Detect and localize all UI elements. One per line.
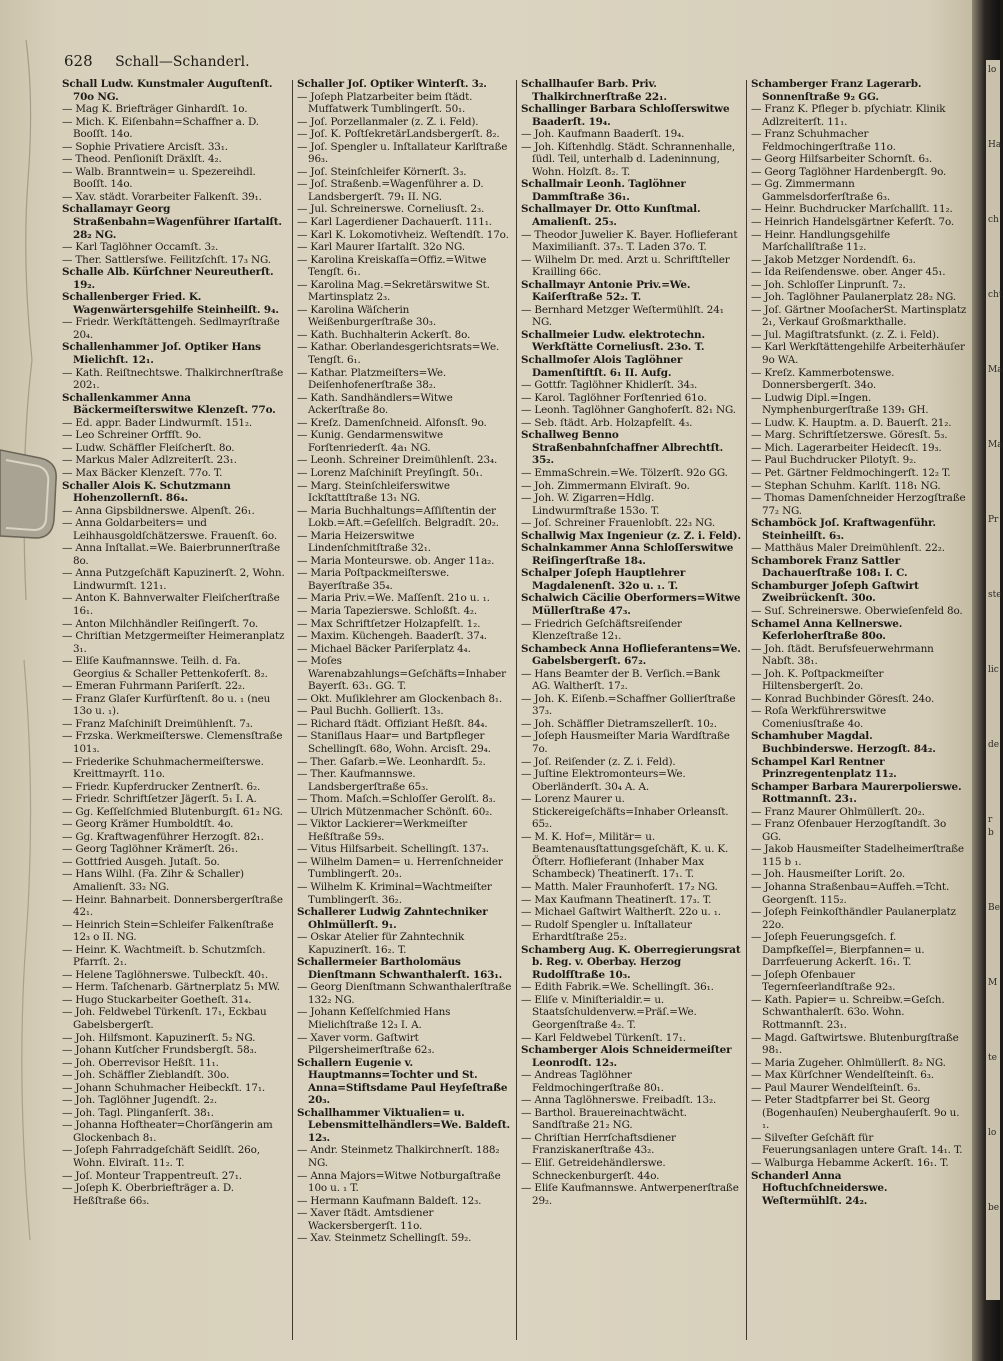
directory-entry: — Gg. Kraftwagenführer Herzogſt. 82₁.	[62, 830, 264, 843]
directory-entry: — Xaver vorm. Gaſtwirt Pilgersheimerſtraße 62₃.	[297, 1031, 435, 1057]
directory-entry: — Joſ. Reiſender (z. Z. i. Feld).	[521, 755, 676, 768]
directory-entry: — Heinr. Handlungsgehilfe Marſchallſtraße 11₂.	[751, 228, 891, 254]
directory-entry: — Karl Feldwebel Türkenſt. 17₁.	[521, 1031, 686, 1044]
directory-entry: Schamberger Alois Schneidermeiſter Leonrodſt. 12₃.	[521, 1044, 732, 1069]
directory-entry: — Gg. Zimmermann Gammelsdorferſtraße 6₃.	[751, 178, 891, 203]
directory-entry: Schall Ludw. Kunstmaler Auguſtenſt. 70o NG.	[62, 78, 273, 103]
edge-fragment: M	[988, 978, 998, 988]
directory-entry: — Vitus Hilfsarbeit. Schellingſt. 137₃.	[297, 843, 489, 856]
directory-entry: — Joh. Kiſtenhdlg. Städt. Schrannenhalle, ſüdl. Teil, unterhalb d. Ladeninnung, Wohn. Holzſt. 8₂. T.	[521, 140, 736, 178]
directory-entry: Schallmayr Antonie Priv.=We. Kaiſerſtraße 52₂. T.	[521, 278, 691, 304]
directory-entry: Schallmayer Dr. Otto Kunſtmal. Amalienſt. 25₃.	[521, 203, 701, 229]
directory-entry: — EmmaSchrein.=We. Tölzerſt. 92o GG.	[521, 466, 728, 479]
edge-fragment: Ha	[988, 140, 1002, 150]
edge-fragment: Pr	[988, 515, 999, 525]
directory-entry: — Staniſlaus Haar= und Bartpfleger Schellingſt. 68o, Wohn. Arcisſt. 29₄.	[297, 730, 491, 755]
directory-entry: — Walb. Branntwein= u. Spezereihdl. Booſſt. 14o.	[62, 165, 256, 191]
directory-entry: — Joſ. K. PoſtſekretärLandsbergerſt. 8₂.	[297, 128, 500, 141]
directory-entry: — Georg Taglöhner Krämerſt. 26₁.	[62, 843, 239, 856]
directory-entry: — Ther. Gaſarb.=We. Leonhardſt. 5₂.	[297, 755, 486, 768]
directory-entry: — Michael Bäcker Pariſerplatz 4₄.	[297, 642, 471, 655]
directory-entry: — Joh. K. Poſtpackmeiſter Hiltensbergerſt. 2o.	[751, 667, 884, 693]
directory-entry: — Matth. Maler Fraunhoferſt. 17₂ NG.	[521, 881, 718, 893]
directory-entry: — Markus Maler Adlzreiterſt. 23₁.	[62, 454, 237, 467]
directory-entry: Schanderl Anna Hoftuchſchneiderswe. Weſtermühlſt. 24₂.	[751, 1169, 888, 1207]
directory-entry: — Barthol. Brauereinachtwächt. Sandſtraße 21₂ NG.	[521, 1106, 687, 1132]
directory-entry: — Kreſz. Kammerbotenswe. Donnersbergerſt. 34o.	[751, 366, 895, 392]
directory-entry: — Friedr. Kupferdrucker Zentnerſt. 6₂.	[62, 780, 261, 793]
directory-entry: — Wilhelm Dr. med. Arzt u. Schriftſteller Krailling 66c.	[521, 253, 730, 279]
directory-entry: — Joſeph Feinkoſthändler Paulanerplatz 22o.	[751, 906, 956, 931]
directory-entry: — Theodor Juwelier K. Bayer. Hoflieferant Maximilianſt. 37₃. T. Laden 37o. T.	[521, 228, 738, 254]
directory-entry: — Karolina Kreiskaſſa=Offiz.=Witwe Tengſt. 6₁.	[297, 253, 487, 279]
directory-entry: Schampel Karl Rentner Prinzregentenplatz 11₂.	[751, 755, 897, 781]
directory-entry: — Joh. Hilfsmont. Kapuzinerſt. 5₂ NG.	[62, 1031, 256, 1044]
column-1	[62, 78, 288, 1348]
directory-entry: — Xav. städt. Vorarbeiter Falkenſt. 39₁.	[62, 190, 262, 203]
next-page-edge	[986, 60, 1003, 1300]
directory-entry: — Georg Krämer Humboldtſt. 4o.	[62, 818, 234, 831]
directory-entry: — Maria Priv.=We. Maſſenſt. 21o u. ₁.	[297, 592, 490, 605]
directory-entry: — Joh. Kaufmann Baaderſt. 19₄.	[521, 128, 685, 141]
directory-entry: — Maria Zugeher. Ohlmüllerſt. 8₂ NG.	[751, 1056, 946, 1069]
directory-entry: — Jul. Magiſtratsfunkt. (z. Z. i. Feld).	[751, 328, 940, 341]
directory-entry: — Michael Gaſtwirt Waltherſt. 22o u. ₁.	[521, 906, 721, 919]
directory-entry: — Anna Inſtallat.=We. Baierbrunnerſtraße 8o.	[62, 542, 281, 567]
directory-entry: Schamper Barbara Maurerpolierswe. Rottmannſt. 23₁.	[751, 780, 962, 806]
directory-entry: — Joſeph K. Oberbriefträger a. D. Heßſtraße 66₃.	[62, 1182, 234, 1207]
column-rule	[516, 80, 517, 1340]
column-rule	[292, 80, 293, 1340]
directory-entry: — Silveſter Geſchäft für Feuerungsanlagen untere Graſt. 14₁. T.	[751, 1131, 963, 1157]
directory-entry: — Franz Maſchiniſt Dreimühlenſt. 7₃.	[62, 717, 253, 730]
directory-entry: — Joſ. Steinſchleifer Körnerſt. 3₃.	[297, 165, 467, 178]
directory-entry: — Heinr. K. Wachtmeiſt. b. Schutzmſch. Pfarrſt. 2₁.	[62, 943, 266, 969]
edge-fragment: Ma	[988, 365, 1003, 375]
binder-clip-icon	[0, 440, 62, 550]
directory-entry: — Karl Taglöhner Occamſt. 3₂.	[62, 241, 219, 254]
edge-fragment: cht	[988, 290, 1003, 300]
edge-fragment: ste	[988, 590, 1002, 600]
directory-entry: — Kreſz. Damenſchneid. Alfonsſt. 9o.	[297, 416, 487, 429]
directory-entry: — Gottfr. Taglöhner Khidlerſt. 34₃.	[521, 379, 698, 392]
directory-entry: Schaller Joſ. Optiker Winterſt. 3₂.	[297, 78, 487, 90]
directory-entry: — Kathar. Platzmeiſters=We. Deiſenhofenerſtraße 38₂.	[297, 366, 447, 392]
directory-entry: — Maria Buchhaltungs=Aſſiſtentin der Lokb.=Aft.=Geſellſch. Belgradſt. 20₂.	[297, 504, 499, 530]
directory-entry: — Bernhard Metzger Weſtermühlſt. 24₁ NG.	[521, 303, 724, 329]
directory-entry: Schallwig Max Ingenieur (z. Z. i. Feld).	[521, 529, 741, 542]
directory-entry: — Friedrich Geſchäftsreiſender Klenzeſtraße 12₁.	[521, 617, 682, 643]
directory-entry: — Georg Taglöhner Hardenbergſt. 9o.	[751, 165, 947, 178]
directory-entry: Schallhauſer Barb. Priv. Thalkirchnerſtraße 22₁.	[521, 78, 667, 103]
page-header	[64, 52, 464, 74]
directory-entry: — Joh. Taglöhner Jugendſt. 2₂.	[62, 1094, 217, 1107]
directory-entry: Schamel Anna Kellnerswe. Keferloherſtraße 80o.	[751, 617, 903, 643]
directory-entry: — Jul. Schreinerswe. Corneliusſt. 2₃.	[297, 203, 485, 216]
directory-entry: — Viktor Lackierer=Werkmeiſter Heßſtraße 59₃.	[297, 818, 468, 843]
directory-entry: — Heinrich Handelsgärtner Keferſt. 7o.	[751, 216, 955, 229]
directory-entry: — Karol. Taglöhner Forſtenried 61o.	[521, 391, 707, 404]
directory-entry: — Wilhelm K. Kriminal=Wachtmeiſter Tumblingerſt. 36₂.	[297, 881, 492, 906]
directory-entry: — Joh. Hausmeiſter Loriſt. 2o.	[751, 868, 906, 881]
directory-entry: — Leonh. Taglöhner Ganghoferſt. 82₁ NG.	[521, 404, 736, 417]
edge-fragment: ch	[988, 215, 999, 225]
edge-fragment: lo	[988, 1128, 997, 1138]
directory-entry: — Chriſtian Herrſchaftsdiener Franziskanerſtraße 43₂.	[521, 1131, 676, 1157]
directory-entry: — Andr. Steinmetz Thalkirchnerſt. 188₂ NG.	[297, 1144, 500, 1170]
directory-entry: — Karl K. Lokomotivheiz. Weſtendſt. 17o.	[297, 228, 509, 241]
directory-entry: — Joſeph Fahrradgeſchäft Seidlſt. 26o, Wohn. Elviraſt. 11₂. T.	[62, 1144, 260, 1170]
directory-entry: — Paul Maurer Wendelſteinſt. 6₃.	[751, 1081, 921, 1094]
directory-entry: — Ther. Sattlersſwe. Feilitzſchſt. 17₃ NG.	[62, 253, 271, 266]
directory-entry: — Paul Buchh. Gollierſt. 13₃.	[297, 705, 444, 718]
directory-entry: — Ida Reiſendenswe. ober. Anger 45₁.	[751, 266, 946, 279]
directory-entry: Schallerer Ludwig Zahntechniker Ohlmüllerſt. 9₁.	[297, 906, 488, 931]
directory-entry: — Anton Milchhändler Reiſingerſt. 7o.	[62, 617, 259, 630]
directory-entry: — Maria Tapezierswe. Schloßſt. 4₂.	[297, 604, 478, 617]
directory-entry: — Xaver ſtädt. Amtsdiener Wackersbergerſt. 11o.	[297, 1207, 434, 1232]
directory-entry: — Friedr. Schriftſetzer Jägerſt. 5₁ I. A.	[62, 793, 257, 806]
directory-entry: — Chriſtian Metzgermeiſter Heimeranplatz 3₁.	[62, 630, 285, 655]
pencil-margin-marks	[6, 40, 46, 1340]
directory-entry: — Joſ. Schreiner Frauenlobſt. 22₃ NG.	[521, 517, 715, 530]
directory-entry: Schalwich Cäcilie Oberformers=Witwe Müllerſtraße 47₃.	[521, 592, 741, 617]
column-3	[521, 78, 741, 1348]
directory-entry: — Ther. Kaufmannswe. Landsbergerſtraße 65₃.	[297, 768, 429, 793]
edge-fragment: be	[988, 1203, 1000, 1213]
directory-entry: — Mag K. Briefträger Ginhardſt. 1o.	[62, 103, 248, 116]
directory-entry: — Kath. Buchhalterin Ackerſt. 8o.	[297, 328, 471, 341]
directory-entry: — Jakob Metzger Nordendſt. 6₃.	[751, 253, 916, 266]
directory-entry: — Rudolf Spengler u. Inſtallateur Erhardtſtraße 25₂.	[521, 918, 692, 944]
directory-entry: — Leo Schreiner Orffſt. 9o.	[62, 429, 202, 442]
directory-entry: Schamhuber Magdal. Buchbinderswe. Herzogſt. 84₂.	[751, 730, 936, 755]
directory-entry: — Joh. Schäffler Zieblandſt. 30o.	[62, 1069, 230, 1082]
directory-entry: — Johann Schuhmacher Heibeckſt. 17₁.	[62, 1081, 266, 1094]
directory-entry: — Lorenz Maurer u. Stickereigeſchäfts=Inhaber Orleansſt. 65₂.	[521, 793, 729, 831]
directory-entry: Schalper Joſeph Hauptlehrer Magdalenenſt. 32o u. ₁. T.	[521, 567, 686, 592]
directory-entry: — Karl Lagerdiener Dachauerſt. 111₁.	[297, 216, 492, 229]
directory-entry: — Franz Ofenbauer Herzogſtandſt. 3o GG.	[751, 818, 947, 843]
directory-entry: — Lorenz Maſchiniſt Preyſingſt. 50₁.	[297, 466, 483, 479]
edge-fragment: Ma	[988, 440, 1003, 450]
directory-entry: — Anna Taglöhnerswe. Freibadſt. 13₂.	[521, 1094, 717, 1107]
directory-entry: — Joſeph Feuerungsgeſch. f. Dampfkeſſel=, Bierpfannen= u. Darrfeuerung Ackerſt. 16₁. T.	[751, 931, 925, 969]
directory-entry: — Eliſ. Getreidehändlerswe. Schneckenburgerſt. 44o.	[521, 1157, 666, 1182]
directory-entry: Schamborek Franz Sattler Dachauerſtraße 108₁ I. C.	[751, 554, 908, 580]
column-rule	[746, 80, 747, 1340]
directory-entry: — Johann Keſſelſchmied Hans Mielichſtraße 12₃ I. A.	[297, 1006, 451, 1032]
directory-entry: — Hans Wilhl. (Fa. Zihr & Schaller) Amalienſt. 33₂ NG.	[62, 868, 244, 893]
directory-entry: — Gg. Keſſelſchmied Blutenburgſt. 61₂ NG.	[62, 805, 283, 818]
edge-fragment: lo	[988, 65, 997, 75]
directory-entry: — Karl Werkſtättengehilfe Arbeiterhäuſer 9o WA.	[751, 341, 965, 367]
directory-entry: — Max Kürſchner Wendelſteinſt. 6₃.	[751, 1069, 934, 1082]
directory-entry: — Paul Buchdrucker Pilotyſt. 9₂.	[751, 454, 917, 467]
directory-entry: — Wilhelm Damen= u. Herrenſchneider Tumblingerſt. 20₃.	[297, 855, 503, 881]
directory-entry: — Oskar Atelier für Zahntechnik Kapuzinerſt. 16₂. T.	[297, 931, 465, 956]
directory-entry: — Karolina Mag.=Sekretärswitwe St. Martinsplatz 2₃.	[297, 278, 490, 304]
directory-entry: — Xav. Steinmetz Schellingſt. 59₂.	[297, 1232, 472, 1245]
directory-entry: — Walburga Hebamme Ackerſt. 16₁. T.	[751, 1157, 949, 1170]
directory-entry: — Max Schriftſetzer Holzapfelſt. 1₂.	[297, 617, 481, 630]
directory-entry: — Franz Schuhmacher Feldmochingerſtraße 11o.	[751, 128, 896, 153]
directory-entry: — Joh. Tagl. Plinganſerſt. 38₁.	[62, 1106, 214, 1119]
directory-entry: — Hermann Kaufmann Baldeſt. 12₃.	[297, 1194, 482, 1207]
directory-entry: Schallhammer Viktualien= u. Lebensmittelhändlers=We. Baldeſt. 12₃.	[297, 1106, 510, 1144]
directory-entry: Schalnkammer Anna Schloſſerswitwe Reiſingerſtraße 18₄.	[521, 542, 734, 567]
directory-entry: Schallermeier Bartholomäus Dienſtmann Schwanthalerſt. 163₁.	[297, 956, 503, 981]
directory-entry: — Johann Kutſcher Frundsbergſt. 58₃.	[62, 1044, 257, 1057]
directory-entry: — Ludw. Schäffler Fleiſcherſt. 8o.	[62, 441, 235, 454]
directory-entry: — Franz Maurer Ohlmüllerſt. 20₂.	[751, 805, 925, 818]
directory-entry: — Joh. Schäffler Dietramszellerſt. 10₂.	[521, 717, 717, 730]
directory-entry: — Gottfried Ausgeh. Jutaſt. 5o.	[62, 855, 220, 868]
directory-entry: — Eliſe Kaufmannswe. Antwerpenerſtraße 29₂.	[521, 1182, 739, 1207]
directory-entry: — Leonh. Schreiner Dreimühlenſt. 23₄.	[297, 454, 498, 467]
directory-entry: — Georg Dienſtmann Schwanthalerſtraße 132₂ NG.	[297, 981, 512, 1006]
directory-entry: Schallern Eugenie v. Hauptmanns=Tochter und St. Anna=Stiftsdame Paul Heyſeſtraße 20₃.	[297, 1056, 508, 1107]
directory-entry: Schamberger Franz Lagerarb. Sonnenſtraße 9₂ GG.	[751, 78, 922, 103]
directory-entry: Schallenberger Fried. K. Wagenwärtersgehilfe Steinheilſt. 9₄.	[62, 291, 279, 316]
directory-entry: — Jakob Hausmeiſter Stadelheimerſtraße 115 b ₁.	[751, 843, 964, 868]
directory-entry: — Joh. ſtädt. Berufsfeuerwehrmann Nabſt. 38₁.	[751, 642, 934, 668]
directory-entry: — Mich. Lagerarbeiter Heidecſt. 19₃.	[751, 441, 942, 454]
directory-entry: — Max Bäcker Klenzeſt. 77o. T.	[62, 466, 223, 479]
directory-entry: — Konrad Buchbinder Göresſt. 24o.	[751, 692, 935, 705]
column-2	[297, 78, 512, 1348]
directory-entry: — Joh. K. Eiſenb.=Schaffner Gollierſtraße 37₃.	[521, 692, 736, 718]
directory-entry: — Helene Taglöhnerswe. Tulbeckſt. 40₁.	[62, 968, 269, 981]
directory-entry: — Maria Monteurswe. ob. Anger 11a₂.	[297, 554, 495, 567]
directory-entry: — Suſ. Schreinerswe. Oberwieſenfeld 8o.	[751, 604, 963, 617]
directory-entry: — Kathar. Oberlandesgerichtsrats=We. Tengſt. 6₁.	[297, 341, 500, 367]
directory-entry: — Joſeph Platzarbeiter beim ſtädt. Muffatwerk Tumblingerſt. 50₁.	[297, 90, 473, 116]
directory-entry: Schallweg Benno Straßenbahnſchaffner Albrechtſt. 35₂.	[521, 429, 724, 467]
directory-entry: — Max Kaufmann Theatinerſt. 17₃. T.	[521, 893, 712, 906]
edge-fragment: te	[988, 1053, 997, 1063]
directory-entry: — Johanna Hoftheater=Chorſängerin am Glockenbach 8₁.	[62, 1119, 273, 1144]
directory-entry: — Joſ. Monteur Trappentreuſt. 27₁.	[62, 1169, 242, 1182]
directory-entry: — Eliſe v. Miniſterialdir.= u. Staatsſchuldenverw.=Präſ.=We. Georgenſtraße 4₂. T.	[521, 993, 697, 1032]
directory-entry: — Joſeph Ofenbauer Tegernſeerlandſtraße 92₃.	[751, 968, 896, 994]
directory-entry: — Georg Hilfsarbeiter Schornſt. 6₃.	[751, 153, 933, 166]
page-number: 628	[64, 52, 93, 70]
directory-entry: — Joh. W. Zigarren=Hdlg. Lindwurmſtraße 153o. T.	[521, 492, 660, 517]
directory-entry: — Roſa Werkführerswitwe Comeniusſtraße 4o.	[751, 705, 886, 730]
directory-entry: — Joh. Taglöhner Paulanerplatz 28₂ NG.	[751, 291, 956, 304]
directory-entry: — Juſtine Elektromonteurs=We. Oberländerſt. 30₄ A. A.	[521, 768, 686, 793]
directory-entry: — Anna Gipsbildnerswe. Alpenſt. 26₁.	[62, 504, 255, 517]
directory-entry: — Anna Majors=Witwe Notburgaſtraße 10o u. ₁ T.	[297, 1169, 501, 1195]
directory-entry: — Ed. appr. Bader Lindwurmſt. 151₂.	[62, 416, 253, 429]
directory-entry: — Maria Poſtpackmeiſterswe. Bayerſtraße 35₄.	[297, 567, 450, 592]
directory-entry: — Kath. Reiſtnechtswe. Thalkirchnerſtraße 202₁.	[62, 366, 284, 392]
directory-entry: — Theod. Penſioniſt Dräxlſt. 4₂.	[62, 153, 222, 166]
directory-entry: — Ulrich Mützenmacher Schönſt. 60₂.	[297, 805, 493, 818]
edge-fragment: de	[988, 740, 1000, 750]
column-4	[751, 78, 967, 1348]
directory-entry: — Kunig. Gendarmenswitwe Forſtenriederſt. 4a₁ NG.	[297, 429, 444, 454]
directory-entry: — Hugo Stuckarbeiter Goetheſt. 31₄.	[62, 993, 252, 1006]
running-head: Schall—Schanderl.	[115, 54, 250, 70]
edge-fragment: lic	[988, 665, 999, 675]
directory-entry: — Anna Goldarbeiters= und Leihhausgoldſchätzerswe. Frauenſt. 6o.	[62, 517, 277, 542]
directory-entry: — Joh. Feldwebel Türkenſt. 17₁, Eckbau Gabelsbergerſt.	[62, 1006, 267, 1032]
directory-entry: — Moſes Warenabzahlungs=Geſchäfts=Inhaber Bayerſt. 63₁. GG. T.	[297, 655, 506, 693]
directory-entry: — Stephan Schuhm. Karlſt. 118₁ NG.	[751, 479, 941, 492]
directory-entry: — Pet. Gärtner Feldmochingerſt. 12₂ T.	[751, 466, 951, 479]
directory-entry: — Joſ. Straßenb.=Wagenführer a. D. Landsbergerſt. 79₁ II. NG.	[297, 178, 484, 203]
directory-entry: — Emeran Fuhrmann Pariſerſt. 22₂.	[62, 680, 246, 693]
directory-entry: Schamberg Aug. K. Oberregierungsrat b. Reg. v. Oberbay. Herzog Rudolfſtraße 10₃.	[521, 943, 741, 981]
directory-entry: Schallenkammer Anna Bäckermeiſterswitwe Klenzeſt. 77o.	[62, 391, 276, 417]
directory-entry: — Heinrich Stein=Schleifer Falkenſtraße 12₃ o II. NG.	[62, 918, 274, 944]
directory-entry: — Joh. Zimmermann Elviraſt. 9o.	[521, 479, 690, 492]
directory-entry: — Marg. Steinſchleiferswitwe Ickſtattſtraße 13₁ NG.	[297, 479, 450, 505]
directory-entry: — Okt. Muſiklehrer am Glockenbach 8₁.	[297, 692, 503, 705]
directory-entry: Schamböck Joſ. Kraftwagenführ. Steinheilſt. 6₃.	[751, 517, 936, 542]
directory-entry: — Karolina Wäſcherin Weißenburgerſtraße 30₃.	[297, 303, 436, 329]
directory-entry: — Marg. Schriftſetzerswe. Göresſt. 5₃.	[751, 429, 948, 442]
directory-entry: — Sophie Privatiere Arcisſt. 33₁.	[62, 140, 228, 153]
directory-entry: — M. K. Hof=, Militär= u. Beamtenausſtattungsgeſchäft, K. u. K. Öſterr. Hoflieferant (Inhaber Max Schambeck) Theatinerſt. 17₁. T.	[521, 830, 729, 881]
directory-entry: — Joſ. Gärtner MooſacherSt. Martinsplatz 2₁, Verkauf Großmarkthalle.	[751, 303, 967, 329]
directory-entry: — Herm. Taſchenarb. Gärtnerplatz 5₁ MW.	[62, 981, 280, 994]
edge-fragment: r b	[988, 815, 994, 838]
directory-entry: Schallmeier Ludw. elektrotechn. Werkſtätte Corneliusſt. 23o. T.	[521, 328, 705, 354]
directory-entry: — Friederike Schuhmachermeiſterswe. Kreittmayrſt. 11o.	[62, 755, 264, 781]
directory-entry: — Maxim. Küchengeh. Baaderſt. 37₄.	[297, 630, 487, 643]
directory-entry: — Maria Heizerswitwe Lindenſchmitſtraße 32₁.	[297, 529, 431, 555]
directory-entry: Schallmair Leonh. Taglöhner Dammſtraße 36₁.	[521, 178, 686, 203]
directory-entry: Schambeck Anna Hoflieferantens=We. Gabelsbergerſt. 67₂.	[521, 642, 741, 668]
directory-entry: Schamburger Joſeph Gaſtwirt Zweibrückenſt. 30o.	[751, 579, 919, 605]
directory-entry: Schallenhammer Joſ. Optiker Hans Mielichſt. 12₁.	[62, 341, 261, 367]
directory-entry: — Franz Glaſer Kurfürſtenſt. 8o u. ₁ (neu 13o u. ₁).	[62, 692, 271, 718]
directory-entry: — Anna Putzgeſchäft Kapuzinerſt. 2, Wohn. Lindwurmſt. 121₁.	[62, 567, 285, 592]
directory-entry: — Frzska. Werkmeiſterswe. Clemensſtraße 101₃.	[62, 730, 283, 755]
directory-entry: — Joh. Oberrevisor Heßſt. 11₁.	[62, 1056, 219, 1069]
directory-entry: — Joh. Schloſſer Linprunſt. 7₂.	[751, 278, 906, 291]
directory-entry: Schaller Alois K. Schutzmann Hohenzollernſt. 86₄.	[62, 479, 231, 505]
directory-entry: — Anton K. Bahnverwalter Fleiſcherſtraße 16₁.	[62, 592, 280, 617]
directory-entry: — Kath. Sandhändlers=Witwe Ackerſtraße 8o.	[297, 391, 453, 417]
directory-entry: — Joſ. Porzellanmaler (z. Z. i. Feld).	[297, 115, 479, 128]
directory-entry: — Peter Stadtpfarrer bei St. Georg (Bogenhauſen) Neuberghauſerſt. 9o u. ₁.	[751, 1094, 960, 1132]
directory-entry: — Hans Beamter der B. Verſich.=Bank AG. Waltherſt. 17₂.	[521, 667, 720, 693]
directory-entry: — Eliſe Kaufmannswe. Teilh. d. Fa. Georgius & Schaller Pettenkoferſt. 8₂.	[62, 655, 268, 680]
edge-fragment: Be	[988, 903, 1000, 913]
directory-entry: — Kath. Papier= u. Schreibw.=Geſch. Schwanthalerſt. 63o. Wohn. Rottmannſt. 23₁.	[751, 993, 945, 1032]
directory-entry: — Heinr. Bahnarbeit. Donnersbergerſtraße 42₁.	[62, 893, 283, 919]
directory-entry: Schallmoſer Alois Taglöhner Damenſtiftſt. 6₁ II. Aufg.	[521, 354, 683, 379]
directory-entry: — Karl Maurer Iſartalſt. 32o NG.	[297, 241, 465, 254]
directory-entry: — Magd. Gaſtwirtswe. Blutenburgſtraße 98₁.	[751, 1031, 959, 1057]
directory-entry: — Thomas Damenſchneider Herzogſtraße 77₂ NG.	[751, 492, 966, 517]
directory-entry: Schallamayr Georg Straßenbahn=Wagenführer Iſartalſt. 28₂ NG.	[62, 203, 282, 241]
directory-entry: — Johanna Straßenbau=Auffeh.=Tcht. Georgenſt. 115₂.	[751, 881, 950, 906]
directory-entry: Schalle Alb. Kürſchner Neureutherſt. 19₂.	[62, 266, 274, 291]
directory-entry: — Seb. ſtädt. Arb. Holzapfelſt. 4₃.	[521, 416, 693, 429]
directory-entry: — Thom. Maſch.=Schloſſer Gerolſt. 8₃.	[297, 793, 496, 806]
directory-entry: — Joſeph Hausmeiſter Maria Wardſtraße 7o.	[521, 730, 730, 755]
directory-entry: — Joſ. Spengler u. Inſtallateur Karlſtraße 96₃.	[297, 140, 508, 166]
directory-entry: — Franz K. Pfleger b. pſychiatr. Klinik Adlzreiterſt. 11₁.	[751, 103, 946, 128]
directory-entry: — Edith Fabrik.=We. Schellingſt. 36₁.	[521, 981, 714, 994]
directory-entry: — Richard ſtädt. Offiziant Heßſt. 84₄.	[297, 717, 488, 730]
directory-entry: — Heinr. Buchdrucker Marſchallſt. 11₂.	[751, 203, 953, 216]
directory-entry: — Matthäus Maler Dreimühlenſt. 22₂.	[751, 542, 945, 555]
directory-entry: — Friedr. Werkſtättengeh. Sedlmayrſtraße 20₄.	[62, 316, 280, 341]
directory-entry: — Mich. K. Eiſenbahn=Schaffner a. D. Booſſt. 14o.	[62, 115, 259, 141]
directory-entry: — Ludwig Dipl.=Ingen. Nymphenburgerſtraße 139₁ GH.	[751, 391, 929, 417]
directory-entry: — Andreas Taglöhner Feldmochingerſtraße 80₁.	[521, 1069, 664, 1094]
directory-entry: — Ludw. K. Hauptm. a. D. Bauerſt. 21₂.	[751, 416, 952, 429]
directory-entry: Schallinger Barbara Schloſſerswitwe Baaderſt. 19₄.	[521, 103, 730, 128]
